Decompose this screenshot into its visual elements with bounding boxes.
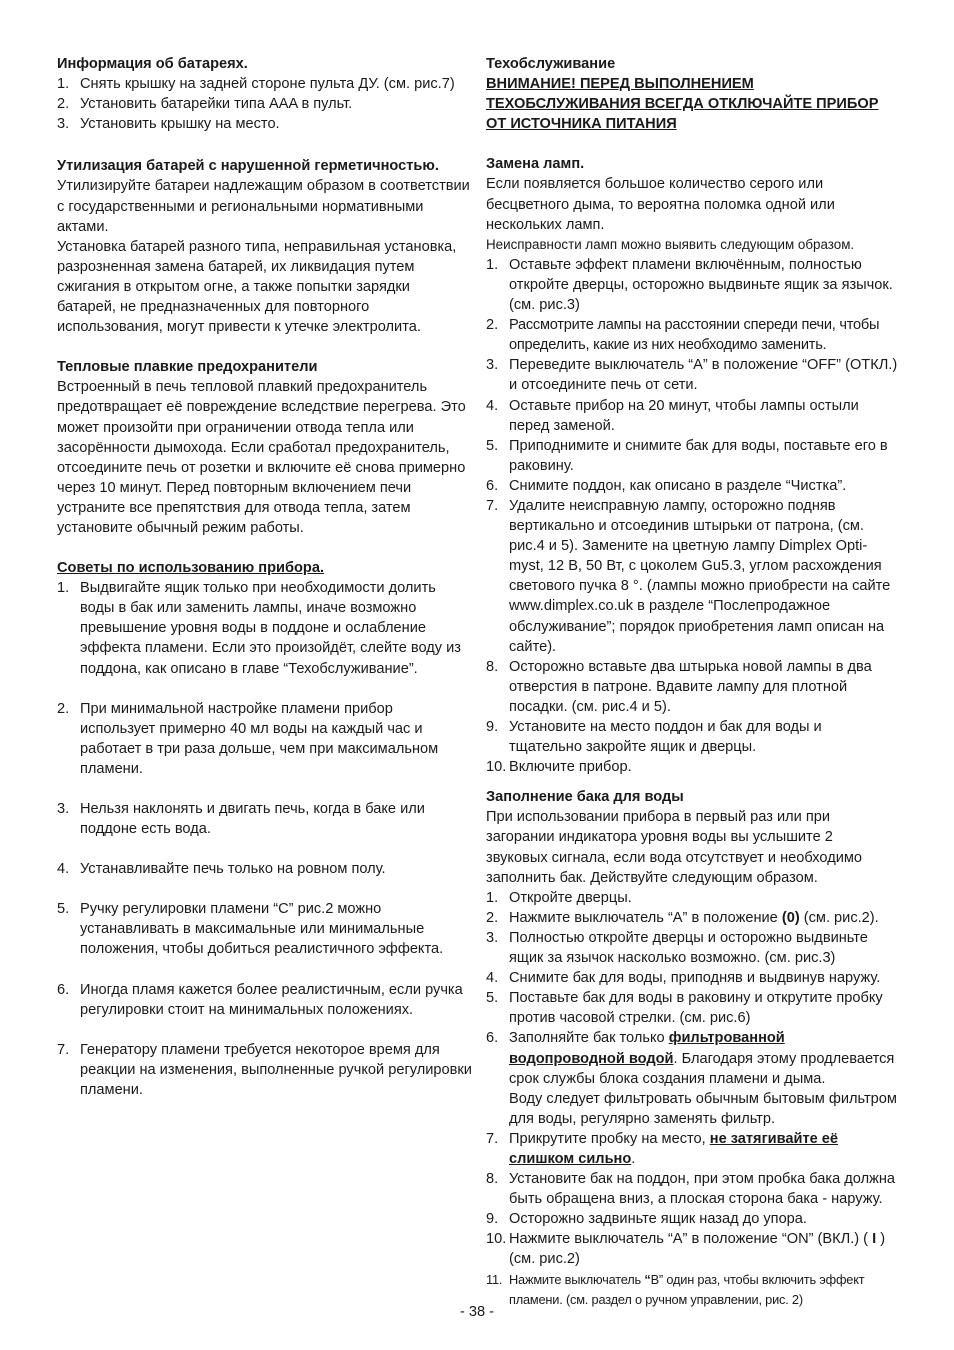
list-number: 5. xyxy=(486,437,499,454)
list-number: 3. xyxy=(57,116,70,133)
list-item xyxy=(486,1209,898,1229)
list-item xyxy=(486,1028,898,1128)
list-text: Установить батарейки типа AAA в пульт. xyxy=(80,96,353,113)
disposal-paragraph-1: Утилизируйте батареи надлежащим образом в соответствии с государственными и региональными нормативными актами. xyxy=(57,178,470,235)
list-item xyxy=(486,476,898,496)
list-text: Установите бак на поддон, при этом пробка бака должна быть обращена вниз, а плоская сторона бака - наружу. xyxy=(509,1171,896,1208)
list-item xyxy=(57,114,472,134)
list-item xyxy=(486,496,898,657)
list-item xyxy=(486,968,898,988)
list-text: Ручку регулировки пламени “C” рис.2 можно устанавливать в максимальные или минимальные положения, чтобы добиться реалистичного эффекта. xyxy=(80,901,444,958)
list-number: 1. xyxy=(486,889,499,906)
lamps-heading: Замена ламп. xyxy=(486,156,585,173)
list-number: 3. xyxy=(486,929,499,946)
list-number: 2. xyxy=(486,909,499,926)
list-item xyxy=(57,899,472,959)
list-text: Осторожно задвиньте ящик назад до упора. xyxy=(509,1211,807,1228)
list-number: 4. xyxy=(57,861,70,878)
list-number: 1. xyxy=(486,256,499,273)
list-text: Откройте дверцы. xyxy=(509,889,632,906)
list-text: Поставьте бак для воды в раковину и открутите пробку против часовой стрелки. (см. рис.6) xyxy=(509,990,883,1027)
list-text: Включите прибор. xyxy=(509,759,632,776)
maintenance-heading: Техобслуживание xyxy=(486,56,616,72)
list-item xyxy=(57,74,472,94)
list-text: Выдвигайте ящик только при необходимости долить воды в бак или заменить лампы, иначе возможно превышение уровня воды в поддоне и ослабление эффекта пламени. Если это произойдёт, слейте воду из поддона, как описано в главе “Техобслуживание”. xyxy=(80,580,461,677)
list-number: 4. xyxy=(486,970,499,987)
list-number: 1. xyxy=(57,580,70,597)
list-number: 3. xyxy=(57,801,70,817)
disposal-heading: Утилизация батарей с нарушенной герметичностью. xyxy=(57,158,439,175)
list-text: Снять крышку на задней стороне пульта ДУ. (см. рис.7) xyxy=(80,76,455,93)
list-text: Нажмите выключатель “B” один раз, чтобы включить эффект пламени. (см. раздел о ручном управлении, рис. 2) xyxy=(509,1271,865,1307)
list-text: При минимальной настройке пламени прибор использует примерно 40 мл воды на каждый час и работает в три раза дольше, чем при максимальном пламени. xyxy=(80,700,439,777)
list-item xyxy=(486,315,898,355)
list-text: Прикрутите пробку на место, не затягивайте её слишком сильно. xyxy=(509,1130,839,1167)
list-item xyxy=(486,255,898,315)
list-number: 7. xyxy=(57,1041,70,1058)
list-item xyxy=(486,1229,898,1269)
list-number: 7. xyxy=(486,1130,499,1147)
filling-paragraph: При использовании прибора в первый раз или при загорании индикатора уровня воды вы услышите 2 звуковых сигнала, если вода отсутствует и необходимо заполнить бак. Действуйте следующим образом. xyxy=(486,809,863,886)
list-item xyxy=(486,436,898,476)
list-number: 2. xyxy=(486,317,499,334)
list-item xyxy=(486,717,898,757)
list-text: Установите на место поддон и бак для воды и тщательно закройте ящик и дверцы. xyxy=(509,719,822,756)
list-text: Удалите неисправную лампу, осторожно подняв вертикально и отсоединив штырьки от патрона, (см. рис.4 и 5). Замените на цветную лампу Dimplex Opti-myst, 12 В, 50 Вт, с цоколем Gu5.3, углом расхождения светового пучка 8 °. (лампы можно приобрести на сайте www.dimplex.co.uk в разделе “Послепродажное обслуживание”; порядок приобретения ламп описан на сайте). xyxy=(509,497,891,655)
list-text: Снимите поддон, как описано в разделе “Чистка”. xyxy=(509,477,847,494)
list-number: 6. xyxy=(57,981,70,998)
list-number: 9. xyxy=(486,719,499,735)
list-number: 9. xyxy=(486,1211,499,1228)
filling-list xyxy=(486,888,898,1310)
list-number: 5. xyxy=(57,901,70,918)
list-text: Рассмотрите лампы на расстоянии спереди печи, чтобы определить, какие из них необходимо заменить. xyxy=(509,317,880,354)
list-number: 6. xyxy=(486,477,499,494)
list-item xyxy=(57,94,472,114)
list-text: Генератору пламени требуется некоторое время для реакции на изменения, выполненные ручкой регулировки пламени. xyxy=(80,1041,472,1098)
list-number: 2. xyxy=(57,700,70,717)
list-text: Оставьте прибор на 20 минут, чтобы лампы остыли перед заменой. xyxy=(509,397,859,434)
list-text: Устанавливайте печь только на ровном полу. xyxy=(80,861,386,878)
list-item xyxy=(57,799,472,839)
list-item xyxy=(486,928,898,968)
list-text: Иногда пламя кажется более реалистичным, если ручка регулировки стоит на минимальных положениях. xyxy=(80,981,463,1018)
list-item xyxy=(57,578,472,678)
list-number: 4. xyxy=(486,397,499,414)
list-text: Нажмите выключатель “A” в положение “ON” (ВКЛ.) ( I ) (см. рис.2) xyxy=(509,1231,886,1268)
list-item xyxy=(57,1040,472,1100)
list-text: Нажмите выключатель “A” в положение (0) (см. рис.2). xyxy=(509,909,879,926)
list-number: 6. xyxy=(486,1030,499,1047)
lamps-paragraph-2: Неисправности ламп можно выявить следующим образом. xyxy=(486,236,855,252)
disposal-paragraph-2: Установка батарей разного типа, неправильная установка, разрозненная замена батарей, их ликвидация путем сжигания в открытом огне, а также попытки зарядки батарей, не предназначенных для повторного использования, могут привести к утечке электролита. xyxy=(57,238,457,336)
list-text: Снимите бак для воды, приподняв и выдвинув наружу. xyxy=(509,970,881,987)
list-number: 2. xyxy=(57,96,70,113)
list-number: 8. xyxy=(486,1171,499,1188)
list-number: 8. xyxy=(486,658,499,675)
list-item xyxy=(57,980,472,1020)
list-number: 11. xyxy=(486,1271,503,1287)
list-number: 10. xyxy=(486,1231,507,1248)
list-item xyxy=(486,888,898,908)
fuses-heading: Тепловые плавкие предохранители xyxy=(57,359,318,376)
list-text: Переведите выключатель “A” в положение “OFF” (ОТКЛ.) и отсоедините печь от сети. xyxy=(509,357,898,394)
list-number: 3. xyxy=(486,357,499,374)
list-number: 10. xyxy=(486,759,507,776)
list-item xyxy=(486,657,898,717)
list-item xyxy=(57,699,472,779)
list-item xyxy=(486,396,898,436)
lamps-list xyxy=(486,255,898,777)
filling-heading: Заполнение бака для воды xyxy=(486,789,684,806)
list-text: Оставьте эффект пламени включённым, полностью откройте дверцы, осторожно выдвиньте ящик за язычок. (см. рис.3) xyxy=(509,256,893,314)
fuses-paragraph: Встроенный в печь тепловой плавкий предохранитель предотвращает её повреждение вследствие перегрева. Это может произойти при ограничении отвода тепла или засорённости дымохода. Если сработал предохранитель, отсоедините печь от розетки и включите её снова примерно через 10 минут. Перед повторным включением печи устраните все препятствия для отвода тепла, затем установите обычный режим работы. xyxy=(57,379,466,536)
tips-list xyxy=(57,578,472,1100)
list-text: Осторожно вставьте два штырька новой лампы в два отверстия в патроне. Вдавите лампу для плотной посадки. (см. рис.4 и 5). xyxy=(509,658,872,715)
battery-info-list xyxy=(57,74,472,134)
list-item xyxy=(486,757,898,777)
right-column xyxy=(486,54,898,1310)
list-text: Полностью откройте дверцы и осторожно выдвиньте ящик за язычок насколько возможно. (см. рис.3) xyxy=(509,929,868,967)
tips-heading: Советы по использованию прибора. xyxy=(57,560,325,577)
maintenance-warning: ВНИМАНИЕ! ПЕРЕД ВЫПОЛНЕНИЕМ ТЕХОБСЛУЖИВАНИЯ ВСЕГДА ОТКЛЮЧАЙТЕ ПРИБОР ОТ ИСТОЧНИКА ПИТАНИЯ xyxy=(486,76,879,133)
battery-info-heading: Информация об батареях. xyxy=(57,56,248,72)
list-item xyxy=(486,355,898,395)
list-number: 5. xyxy=(486,990,499,1007)
list-number: 1. xyxy=(57,76,70,93)
list-text: Установить крышку на место. xyxy=(80,116,280,133)
list-text: Нельзя наклонять и двигать печь, когда в баке или поддоне есть вода. xyxy=(80,801,425,838)
list-number: 7. xyxy=(486,497,499,514)
lamps-paragraph-1: Если появляется большое количество серого или бесцветного дыма, то вероятна поломка одной или нескольких ламп. xyxy=(486,176,835,233)
list-text: Заполняйте бак только фильтрованной водопроводной водой. Благодаря этому продлевается срок службы блока создания пламени и дыма. Воду следует фильтровать обычным бытовым фильтром для воды, регулярно заменять фильтр. xyxy=(509,1030,897,1127)
list-item xyxy=(486,988,898,1028)
page-number: - 38 - xyxy=(459,1304,495,1320)
list-item xyxy=(57,859,472,879)
list-item xyxy=(486,1129,898,1169)
left-column xyxy=(57,54,472,1100)
list-item xyxy=(486,908,898,928)
list-item xyxy=(486,1169,898,1209)
list-text: Приподнимите и снимите бак для воды, поставьте его в раковину. xyxy=(509,437,888,474)
